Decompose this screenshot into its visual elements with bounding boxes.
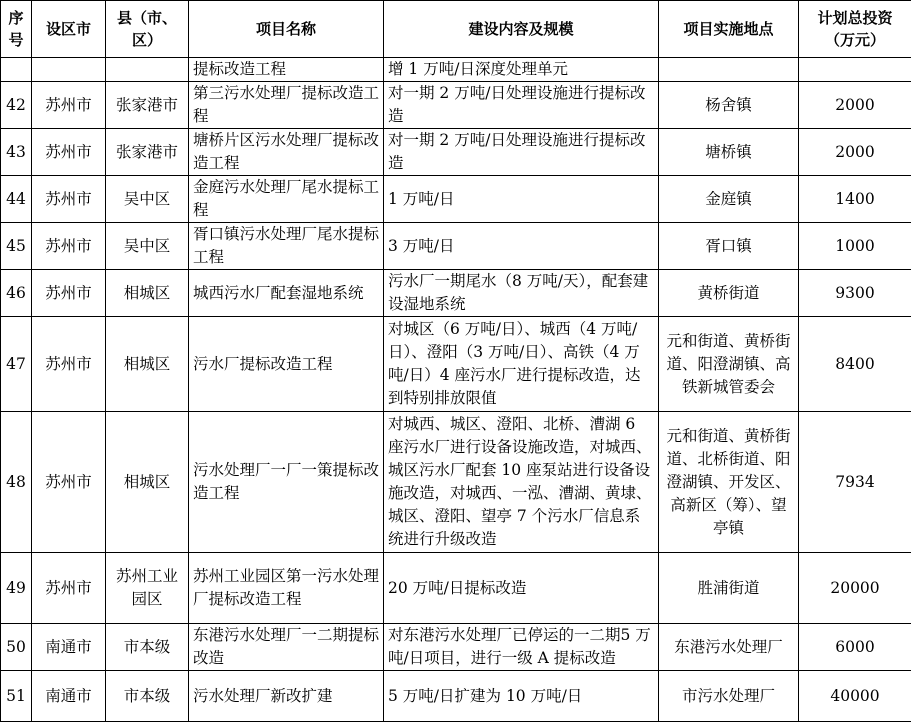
header-name: 项目名称 [189,1,384,58]
cell-county: 吴中区 [106,176,189,223]
cell-name: 城西污水厂配套湿地系统 [189,270,384,317]
table-row [1,412,911,553]
cell-county: 相城区 [106,412,189,553]
cell-name: 污水处理厂一厂一策提标改造工程 [189,412,384,553]
cell-no: 49 [1,553,32,624]
cell-site [659,58,799,82]
cell-site: 胜浦街道 [659,553,799,624]
cell-content: 对城西、城区、澄阳、北桥、漕湖 6 座污水厂进行设备设施改造，对城西、城区污水厂配套 10 座泵站进行设备设施改造，对城西、一泓、漕湖、黄埭、城区、澄阳、望亭 7 个污水厂信息系统进行升级改造 [384,412,659,553]
cell-county: 市本级 [106,624,189,671]
cell-county: 张家港市 [106,82,189,129]
cell-city: 苏州市 [32,82,106,129]
cell-invest: 8400 [799,317,911,412]
cell-no [1,58,32,82]
cell-name: 提标改造工程 [189,58,384,82]
cell-county [106,58,189,82]
cell-invest [799,58,911,82]
cell-name: 塘桥片区污水处理厂提标改造工程 [189,129,384,176]
cell-no: 43 [1,129,32,176]
cell-name: 苏州工业园区第一污水处理厂提标改造工程 [189,553,384,624]
cell-city: 苏州市 [32,412,106,553]
header-site: 项目实施地点 [659,1,799,58]
cell-no: 44 [1,176,32,223]
cell-city: 苏州市 [32,223,106,270]
cell-invest: 1000 [799,223,911,270]
cell-no: 45 [1,223,32,270]
cell-invest: 20000 [799,553,911,624]
cell-county: 苏州工业园区 [106,553,189,624]
cell-site: 黄桥街道 [659,270,799,317]
cell-name: 第三污水处理厂提标改造工程 [189,82,384,129]
cell-name: 胥口镇污水处理厂尾水提标工程 [189,223,384,270]
cell-content: 增 1 万吨/日深度处理单元 [384,58,659,82]
cell-city: 苏州市 [32,129,106,176]
header-invest: 计划总投资（万元） [799,1,911,58]
cell-site: 元和街道、黄桥街道、阳澄湖镇、高铁新城管委会 [659,317,799,412]
table-row [1,129,911,176]
cell-county: 市本级 [106,671,189,722]
table-row [1,671,911,722]
cell-name: 污水处理厂新改扩建 [189,671,384,722]
header-no: 序号 [1,1,32,58]
table-row [1,317,911,412]
cell-content: 5 万吨/日扩建为 10 万吨/日 [384,671,659,722]
cell-content: 3 万吨/日 [384,223,659,270]
cell-site: 金庭镇 [659,176,799,223]
cell-site: 杨舍镇 [659,82,799,129]
cell-county: 吴中区 [106,223,189,270]
cell-city [32,58,106,82]
table-row [1,82,911,129]
cell-name: 污水厂提标改造工程 [189,317,384,412]
header-city: 设区市 [32,1,106,58]
cell-city: 苏州市 [32,317,106,412]
cell-county: 相城区 [106,270,189,317]
cell-content: 1 万吨/日 [384,176,659,223]
cell-no: 46 [1,270,32,317]
cell-no: 42 [1,82,32,129]
cell-invest: 2000 [799,129,911,176]
cell-city: 苏州市 [32,176,106,223]
table-row [1,223,911,270]
cell-city: 南通市 [32,624,106,671]
cell-invest: 6000 [799,624,911,671]
cell-content: 对一期 2 万吨/日处理设施进行提标改造 [384,129,659,176]
cell-no: 48 [1,412,32,553]
header-row [1,1,911,58]
cell-no: 51 [1,671,32,722]
cell-county: 张家港市 [106,129,189,176]
cell-content: 20 万吨/日提标改造 [384,553,659,624]
cell-site: 胥口镇 [659,223,799,270]
cell-name: 东港污水处理厂一二期提标改造 [189,624,384,671]
cell-site: 元和街道、黄桥街道、北桥街道、阳澄湖镇、开发区、高新区（筹）、望亭镇 [659,412,799,553]
cell-city: 南通市 [32,671,106,722]
cell-content: 对城区（6 万吨/日）、城西（4 万吨/日）、澄阳（3 万吨/日）、高铁（4 万吨/日）4 座污水厂进行提标改造，达到特别排放限值 [384,317,659,412]
cell-name: 金庭污水处理厂尾水提标工程 [189,176,384,223]
cell-content: 对东港污水处理厂已停运的一二期5 万吨/日项目，进行一级 A 提标改造 [384,624,659,671]
cell-site: 市污水处理厂 [659,671,799,722]
cell-content: 污水厂一期尾水（8 万吨/天），配套建设湿地系统 [384,270,659,317]
cell-city: 苏州市 [32,270,106,317]
cell-invest: 2000 [799,82,911,129]
table-row [1,624,911,671]
cell-invest: 1400 [799,176,911,223]
cell-no: 47 [1,317,32,412]
header-content: 建设内容及规模 [384,1,659,58]
table-row [1,270,911,317]
table-row [1,553,911,624]
cell-invest: 7934 [799,412,911,553]
cell-site: 东港污水处理厂 [659,624,799,671]
table-row [1,176,911,223]
table-row [1,58,911,82]
cell-site: 塘桥镇 [659,129,799,176]
cell-invest: 9300 [799,270,911,317]
cell-no: 50 [1,624,32,671]
cell-county: 相城区 [106,317,189,412]
cell-city: 苏州市 [32,553,106,624]
cell-content: 对一期 2 万吨/日处理设施进行提标改造 [384,82,659,129]
cell-invest: 40000 [799,671,911,722]
header-county: 县（市、区） [106,1,189,58]
